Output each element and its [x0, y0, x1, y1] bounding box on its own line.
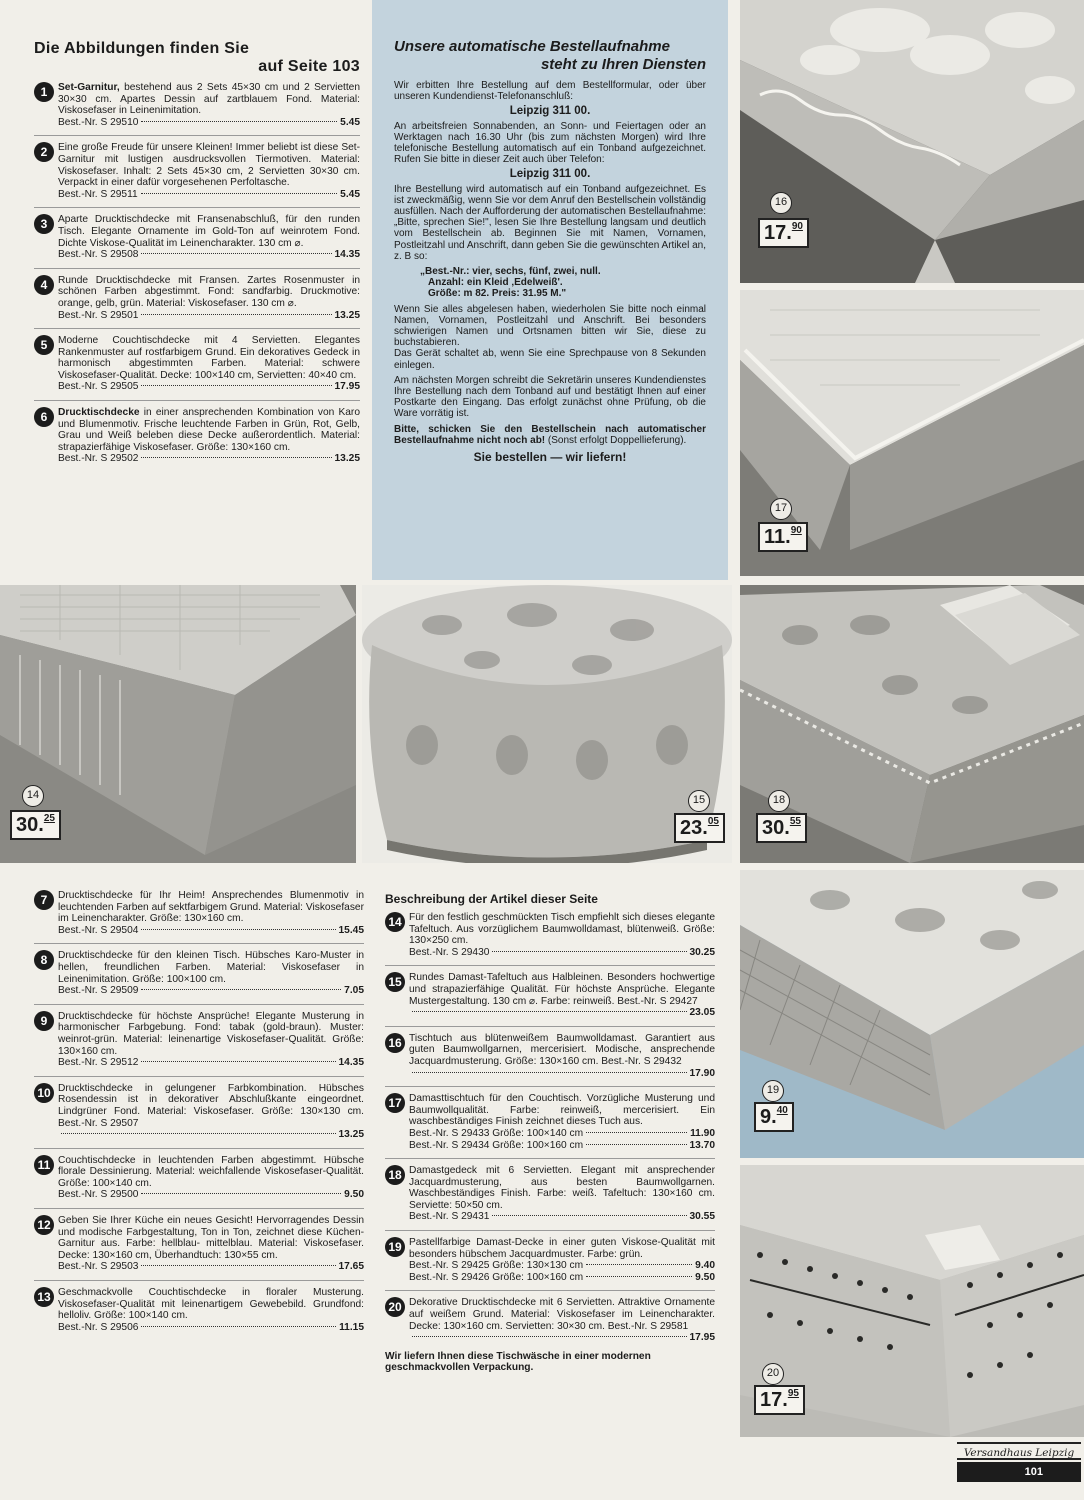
- price: 7.05: [344, 985, 364, 997]
- price: 14.35: [338, 1057, 364, 1069]
- catalog-item: [34, 214, 360, 260]
- tablecloth-photo-20: [740, 1165, 1084, 1437]
- order-example-3: Größe: m 82. Preis: 31.95 M.": [428, 288, 567, 300]
- catalog-item: [385, 1033, 715, 1079]
- item-number-badge: 16: [385, 1033, 405, 1053]
- item-number-badge: 14: [385, 912, 405, 932]
- order-box-p5: Das Gerät schaltet ab, wenn Sie eine Sprechpause von 8 Sekunden einlegen.: [394, 348, 706, 371]
- order-line: [58, 453, 360, 465]
- leader-dots: [586, 1132, 687, 1133]
- price: 9.50: [695, 1271, 715, 1283]
- price: 9.50: [344, 1189, 364, 1201]
- order-line: [58, 189, 360, 201]
- price: 17.95: [689, 1332, 715, 1344]
- item-description: [58, 82, 360, 117]
- price: 9.40: [695, 1260, 715, 1272]
- item-number-badge: 19: [385, 1237, 405, 1257]
- divider: [385, 1158, 715, 1159]
- photo-number-15: 15: [688, 790, 710, 812]
- price-tag-17: [758, 522, 808, 552]
- order-box-p7: [394, 424, 706, 446]
- order-line: [58, 1261, 364, 1273]
- item-number-badge: 2: [34, 142, 54, 162]
- order-box-title2: steht zu Ihren Diensten: [540, 56, 706, 73]
- order-number: Best.-Nr. S 29434 Größe: 100×160 cm: [409, 1139, 584, 1151]
- tablecloth-photo-15: [362, 585, 732, 863]
- price: 13.25: [334, 453, 360, 465]
- catalog-item: [34, 1083, 364, 1141]
- price-tag-15-sup: 05: [707, 816, 719, 827]
- order-number: Best.-Nr. S 29505: [58, 381, 139, 393]
- tablecloth-photo-18: [740, 585, 1084, 863]
- phone-number-1: Leipzig 311 00.: [509, 105, 591, 118]
- page-number: 101: [957, 1462, 1081, 1482]
- price: 13.25: [334, 309, 360, 321]
- order-number: Best.-Nr. S 29433 Größe: 100×140 cm: [409, 1127, 584, 1139]
- price-tag-18-sup: 55: [789, 816, 801, 827]
- phone-number-2: Leipzig 311 00.: [509, 168, 591, 181]
- tablecloth-photo-19: [740, 870, 1084, 1158]
- leader-dots: [141, 314, 331, 315]
- catalog-item: [385, 1237, 715, 1283]
- leader-dots: [141, 1193, 341, 1194]
- order-box-title1: Unsere automatische Bestellaufnahme: [394, 38, 670, 55]
- order-number: Best.-Nr. S 29503: [58, 1261, 139, 1273]
- photo-number-16: 16: [770, 192, 792, 214]
- order-box-p2: An arbeitsfreien Sonnabenden, an Sonn- und Feiertagen oder an Werktagen nach 16.30 Uhr (bis zum nächsten Morgen) wird Ihre telefonische Bestellung automatisch auf ein Tonband aufgezeichnet. Rufen Sie bitte in dieser Zeit auch über Telefon:: [394, 120, 706, 166]
- tablecloth-photo-16: [740, 0, 1084, 283]
- catalog-item: [385, 1297, 715, 1343]
- order-line: [409, 1007, 715, 1019]
- price-tag-14-sup: 25: [43, 813, 55, 824]
- item-description: Dekorative Drucktischdecke mit 6 Servietten. Attraktive Ornamente auf weißem Grund. Material: Viskosefaser im Leinencharakter. Decke: 130×160 cm. Servietten: 30×30 cm. Best.-Nr. S 29581: [409, 1297, 715, 1332]
- price-tag-18: [756, 813, 807, 843]
- item-number-badge: 6: [34, 407, 54, 427]
- order-line: [409, 1140, 715, 1152]
- order-box-p4: Wenn Sie alles abgelesen haben, wiederholen Sie bitte noch einmal Namen, Vornamen, Postleitzahl und Anschrift. Bei besonders schwierigen Namen und Ortsnamen bitten wir Sie, diese zu buchstabieren.: [394, 303, 706, 349]
- order-number: Best.-Nr. S 29425 Größe: 130×130 cm: [409, 1260, 584, 1272]
- order-line: [58, 1129, 364, 1141]
- item-description: [58, 407, 360, 453]
- price: 13.25: [338, 1129, 364, 1141]
- leader-dots: [141, 457, 331, 458]
- catalog-item: [34, 275, 360, 321]
- price: 30.55: [689, 1211, 715, 1223]
- catalog-item: [34, 890, 364, 936]
- price-tag-16-main: 17.: [764, 222, 792, 244]
- item-text: Aparte Drucktischdecke mit Fransenabschluß, für den runden Tisch. Elegante Ornamente im Gold-Ton auf weinrotem Fond. Dichte Viskose-Qualität im Leinencharakter. 130 cm ⌀.: [58, 214, 360, 249]
- bottom-middle-column: [385, 892, 715, 1374]
- top-left-items: [34, 82, 360, 465]
- order-line: [409, 1272, 715, 1284]
- divider: [34, 207, 360, 208]
- price: 17.65: [338, 1261, 364, 1273]
- item-text: Moderne Couchtischdecke mit 4 Servietten. Elegantes Rankenmuster auf rostfarbigem Grund. Ein dekoratives Gedeck in harmonisch abgestimmten Farben. Material: schwere Viskosefaser-Qualität. Decke: 100×140 cm, Servietten: 40×40 cm.: [58, 335, 360, 381]
- catalog-item: [34, 1011, 364, 1069]
- order-number: Best.-Nr. S 29430: [409, 946, 490, 958]
- divider: [34, 1148, 364, 1149]
- order-line: [58, 985, 364, 997]
- order-line: [409, 947, 715, 959]
- order-line: [58, 1322, 364, 1334]
- item-description: [58, 275, 360, 310]
- bottom-mid-closing: Wir liefern Ihnen diese Tischwäsche in einer modernen geschmackvollen Verpackung.: [385, 1350, 651, 1374]
- price-tag-20-main: 17.: [760, 1389, 788, 1411]
- order-line: [409, 1332, 715, 1344]
- item-description: [58, 335, 360, 381]
- price-tag-14: [10, 810, 61, 840]
- item-number-badge: 18: [385, 1165, 405, 1185]
- leader-dots: [141, 385, 331, 386]
- order-box-closing: Sie bestellen — wir liefern!: [473, 450, 627, 465]
- order-line: [409, 1128, 715, 1140]
- divider: [34, 1076, 364, 1077]
- bottom-left-items: [34, 890, 364, 1333]
- item-description: [58, 142, 360, 188]
- price-tag-19-main: 9.: [760, 1106, 777, 1128]
- item-description: Geschmackvolle Couchtischdecke in floraler Musterung. Viskosefaser-Qualität mit leinenartigem Gewebebild. Grundfond: helloliv. Größe: 100×140 cm.: [58, 1287, 364, 1322]
- publisher-logo: Versandhaus Leipzig: [957, 1442, 1081, 1460]
- price-tag-20-sup: 95: [787, 1388, 799, 1399]
- top-left-column: [34, 40, 360, 472]
- price: 15.45: [338, 924, 364, 936]
- order-line: [409, 1068, 715, 1080]
- leader-dots: [141, 253, 331, 254]
- price-tag-19-sup: 40: [776, 1105, 788, 1116]
- item-text: Runde Drucktischdecke mit Fransen. Zartes Rosenmuster in schönen Farben abgestimmt. Fond: sandfarbig. Druckmotive: orange, gelb, grün. Material: Viskosefaser. 130 cm ⌀.: [58, 274, 360, 309]
- heading-line2: auf Seite 103: [258, 58, 360, 75]
- price-tag-15: [674, 813, 725, 843]
- item-description: Couchtischdecke in leuchtenden Farben abgestimmt. Hübsche florale Dessinierung. Material: weichfallende Viskosefaser-Qualität. Größe: 100×140 cm.: [58, 1154, 364, 1189]
- catalog-item: [34, 142, 360, 200]
- leader-dots: [586, 1144, 686, 1145]
- photo-number-14: 14: [22, 785, 44, 807]
- leader-dots: [492, 951, 686, 952]
- order-number: Best.-Nr. S 29500: [58, 1189, 139, 1201]
- order-number: Best.-Nr. S 29504: [58, 924, 139, 936]
- photo-number-20: 20: [762, 1363, 784, 1385]
- item-number-badge: 3: [34, 214, 54, 234]
- leader-dots: [412, 1011, 687, 1012]
- order-number: Best.-Nr. S 29508: [58, 249, 139, 261]
- item-description: Geben Sie Ihrer Küche ein neues Gesicht! Hervorragendes Dessin und modische Farbgestaltung, Ton in Ton, zeichnet diese Küchen-Garnitur aus. Farbe: hellblau- mittelblau. Material: Viskosefaser. Decke: 130×160 cm, Überhandtuch: 130×55 cm.: [58, 1215, 364, 1261]
- order-number: Best.-Nr. S 29502: [58, 453, 139, 465]
- divider: [34, 268, 360, 269]
- divider: [34, 1280, 364, 1281]
- item-lead: Set-Garnitur,: [58, 82, 120, 93]
- order-number: Best.-Nr. S 29509: [58, 985, 139, 997]
- catalog-item: [385, 1093, 715, 1151]
- item-description: Drucktischdecke für Ihr Heim! Ansprechendes Blumenmotiv in leuchtenden Farben auf sektfarbigem Grund. Material: Viskosefaser im Leinencharakter. Größe: 130×160 cm.: [58, 890, 364, 925]
- item-number-badge: 9: [34, 1011, 54, 1031]
- order-box-p7-rest: (Sonst erfolgt Doppellieferung).: [545, 434, 687, 446]
- order-number: Best.-Nr. S 29426 Größe: 100×160 cm: [409, 1271, 584, 1283]
- divider: [34, 400, 360, 401]
- leader-dots: [61, 1133, 336, 1134]
- order-box-p6: Am nächsten Morgen schreibt die Sekretärin unseres Kundendienstes Ihre Bestellung nach dem Tonband auf und bestätigt Ihnen auf einer Postkarte den Eingang. Das erfolgt zunächst ohne Prüfung, ob die Ware vorrätig ist.: [394, 374, 706, 420]
- order-line: [58, 925, 364, 937]
- item-number-badge: 5: [34, 335, 54, 355]
- bottom-middle-items: [385, 912, 715, 1344]
- item-description: Pastellfarbige Damast-Decke in einer guten Viskose-Qualität mit besonders hübschem Jacquardmuster. Farbe: grün.: [409, 1237, 715, 1260]
- order-number: Best.-Nr. S 29511: [58, 188, 138, 200]
- item-text: Eine große Freude für unsere Kleinen! Immer beliebt ist diese Set-Garnitur mit lustigen ausdrucksvollen Tiermotiven. Material: Viskosefaser. Inhalt: 2 Sets 45×30 cm, 2 Servietten 30×30 cm. Verpackt in einer dafür vorgesehenen Perfoltasche.: [58, 142, 360, 189]
- price-tag-17-sup: 90: [790, 525, 802, 536]
- order-line: [409, 1211, 715, 1223]
- divider: [34, 943, 364, 944]
- price-tag-15-main: 23.: [680, 817, 708, 839]
- catalog-item: [34, 1287, 364, 1333]
- leader-dots: [586, 1264, 692, 1265]
- leader-dots: [141, 1265, 335, 1266]
- order-example-2: Anzahl: ein Kleid ‚Edelweiß'.: [428, 277, 563, 289]
- catalog-item: [34, 1215, 364, 1273]
- order-number: Best.-Nr. S 29506: [58, 1321, 139, 1333]
- divider: [385, 1026, 715, 1027]
- order-line: [58, 117, 360, 129]
- leader-dots: [141, 121, 337, 122]
- price-tag-18-main: 30.: [762, 817, 790, 839]
- item-description: Drucktischdecke in gelungener Farbkombination. Hübsches Rosendessin ist in dekorativer Abschlußkante eingeordnet. Lindgrüner Fond. Material: Viskosefaser. Größe: 130×130 cm. Best.-Nr. S 29507: [58, 1082, 364, 1129]
- price-tag-16-sup: 90: [791, 221, 803, 232]
- item-lead: Drucktischdecke: [58, 407, 140, 419]
- catalog-item: [34, 950, 364, 996]
- price: 11.90: [690, 1127, 715, 1139]
- divider: [34, 135, 360, 136]
- order-box-p7-bold: Bitte, schicken Sie den Bestellschein nach automatischer Bestellaufnahme nicht noch ab!: [394, 423, 706, 446]
- item-description: [58, 214, 360, 249]
- tablecloth-photo-17: [740, 290, 1084, 576]
- leader-dots: [586, 1276, 692, 1277]
- item-description: Rundes Damast-Tafeltuch aus Halbleinen. Besonders hochwertige und strapazierfähige Qualität. Für höchste Ansprüche. Elegante Mustergestaltung. 130 cm ⌀. Farbe: reinweiß. Best.-Nr. S 29427: [409, 972, 715, 1007]
- catalog-item: [385, 972, 715, 1018]
- item-number-badge: 13: [34, 1287, 54, 1307]
- divider: [385, 1086, 715, 1087]
- item-description: Damastgedeck mit 6 Servietten. Elegant mit ansprechender Jacquardmusterung, aus besten Baumwollgarnen. Waschbeständiges Finish. Farbe: weiß. Tafeltuch: 130×160 cm. Serviette: 50×50 cm.: [409, 1165, 715, 1211]
- price: 23.05: [689, 1007, 715, 1019]
- bottom-left-column: [34, 890, 364, 1340]
- leader-dots: [141, 989, 341, 990]
- photo-number-17: 17: [770, 498, 792, 520]
- item-description: Tischtuch aus blütenweißem Baumwolldamast. Garantiert aus guten Baumwollgarnen, mercerisiert. Modische, ansprechende Jacquardmusterung. Größe: 130×160 cm. Best.-Nr. S 29432: [409, 1032, 715, 1067]
- price: 5.45: [340, 116, 360, 128]
- order-line: [409, 1260, 715, 1272]
- divider: [34, 1208, 364, 1209]
- leader-dots: [141, 1061, 335, 1062]
- price-tag-19: [754, 1102, 794, 1132]
- price: 17.90: [689, 1067, 715, 1079]
- order-line: [58, 310, 360, 322]
- price-tag-17-main: 11.: [764, 526, 791, 548]
- price: 5.45: [340, 188, 360, 200]
- item-number-badge: 1: [34, 82, 54, 102]
- price-tag-14-main: 30.: [16, 814, 44, 836]
- photo-number-18: 18: [768, 790, 790, 812]
- catalog-item: [34, 1155, 364, 1201]
- item-number-badge: 7: [34, 890, 54, 910]
- order-info-box: [372, 0, 728, 580]
- item-number-badge: 17: [385, 1093, 405, 1113]
- order-box-p1: Wir erbitten Ihre Bestellung auf dem Bestellformular, oder über unseren Kundendienst-Telefonanschluß:: [394, 80, 706, 103]
- order-box-p3: Ihre Bestellung wird automatisch auf ein Tonband aufgezeichnet. Es ist zweckmäßig, wenn Sie vor dem Anruf den Bestellschein vollständig ausfüllen. Nach der Aufforderung der automatischen Bestellaufnahme: „Bitte, sprechen Sie!", lesen Sie Ihre Bestellung langsam und deutlich vom Bestellschein ab. Beginnen Sie mit Namen, Vornamen, Postleitzahl und Anschrift, dann geben Sie die gewünschten Artikel an, z. B so:: [394, 183, 706, 262]
- order-number: Best.-Nr. S 29510: [58, 116, 139, 128]
- price: 13.70: [689, 1139, 715, 1151]
- order-number: Best.-Nr. S 29501: [58, 309, 139, 321]
- order-line: [58, 249, 360, 261]
- photo-number-19: 19: [762, 1080, 784, 1102]
- order-line: [58, 1057, 364, 1069]
- item-description: Drucktischdecke für den kleinen Tisch. Hübsches Karo-Muster in hellen, freundlichen Farben. Material: Viskosefaser in Leinenimitation. Größe: 100×100 cm.: [58, 950, 364, 985]
- heading-line1: Die Abbildungen finden Sie: [34, 40, 250, 57]
- divider: [385, 965, 715, 966]
- leader-dots: [141, 193, 338, 194]
- price: 11.15: [339, 1321, 364, 1333]
- order-line: [58, 1189, 364, 1201]
- item-text: bestehend aus 2 Sets 45×30 cm und 2 Servietten 30×30 cm. Apartes Dessin auf zartblauem Fond. Material: Viskosefaser in Leinenimitation.: [58, 82, 360, 117]
- catalog-item: [34, 407, 360, 465]
- item-number-badge: 11: [34, 1155, 54, 1175]
- order-line: [58, 381, 360, 393]
- order-number: Best.-Nr. S 29512: [58, 1057, 139, 1069]
- item-number-badge: 12: [34, 1215, 54, 1235]
- item-number-badge: 10: [34, 1083, 54, 1103]
- item-number-badge: 20: [385, 1297, 405, 1317]
- leader-dots: [412, 1072, 687, 1073]
- item-text: in einer ansprechenden Kombination von Karo und Blumenmotiv. Frische leuchtende Farben in Grün, Rot, Gelb, Grau und Weiß beleben diese Decke außerordentlich. Material: strapazierfähige Viskosefaser. Größe: 130×160 cm.: [58, 407, 360, 453]
- item-number-badge: 8: [34, 950, 54, 970]
- item-description: Für den festlich geschmückten Tisch empfiehlt sich dieses elegante Tafeltuch. Aus vorzüglichem Baumwolldamast, blütenweiß. Größe: 130×250 cm.: [409, 912, 715, 947]
- leader-dots: [141, 929, 335, 930]
- price-tag-16: [758, 218, 809, 248]
- order-example-1: „Best.-Nr.: vier, sechs, fünf, zwei, null.: [420, 266, 601, 278]
- price-tag-20: [754, 1385, 805, 1415]
- catalog-item: [385, 912, 715, 958]
- item-description: Damasttischtuch für den Couchtisch. Vorzügliche Musterung und Baumwollqualität. Farbe: reinweiß, mercerisiert. Ein waschbeständiges Finish zeichnet dieses Tuch aus.: [409, 1093, 715, 1128]
- catalog-item: [385, 1165, 715, 1223]
- item-description: Drucktischdecke für höchste Ansprüche! Elegante Musterung in harmonischer Farbgebung. Fond: tabak (gold-braun). Muster: weinrot-grün. Material: leinenartige Viskosefaser-Qualität. Größe: 130×160 cm.: [58, 1010, 364, 1057]
- leader-dots: [412, 1336, 687, 1337]
- price: 30.25: [689, 946, 715, 958]
- price: 14.35: [334, 249, 360, 261]
- divider: [385, 1230, 715, 1231]
- item-number-badge: 15: [385, 972, 405, 992]
- divider: [34, 1004, 364, 1005]
- order-number: Best.-Nr. S 29431: [409, 1211, 490, 1223]
- divider: [385, 1290, 715, 1291]
- price: 17.95: [334, 381, 360, 393]
- bottom-mid-heading: Beschreibung der Artikel dieser Seite: [385, 892, 598, 906]
- leader-dots: [141, 1326, 336, 1327]
- catalog-item: [34, 82, 360, 128]
- catalog-item: [34, 335, 360, 393]
- tablecloth-photo-14: [0, 585, 356, 863]
- leader-dots: [492, 1215, 686, 1216]
- item-number-badge: 4: [34, 275, 54, 295]
- divider: [34, 328, 360, 329]
